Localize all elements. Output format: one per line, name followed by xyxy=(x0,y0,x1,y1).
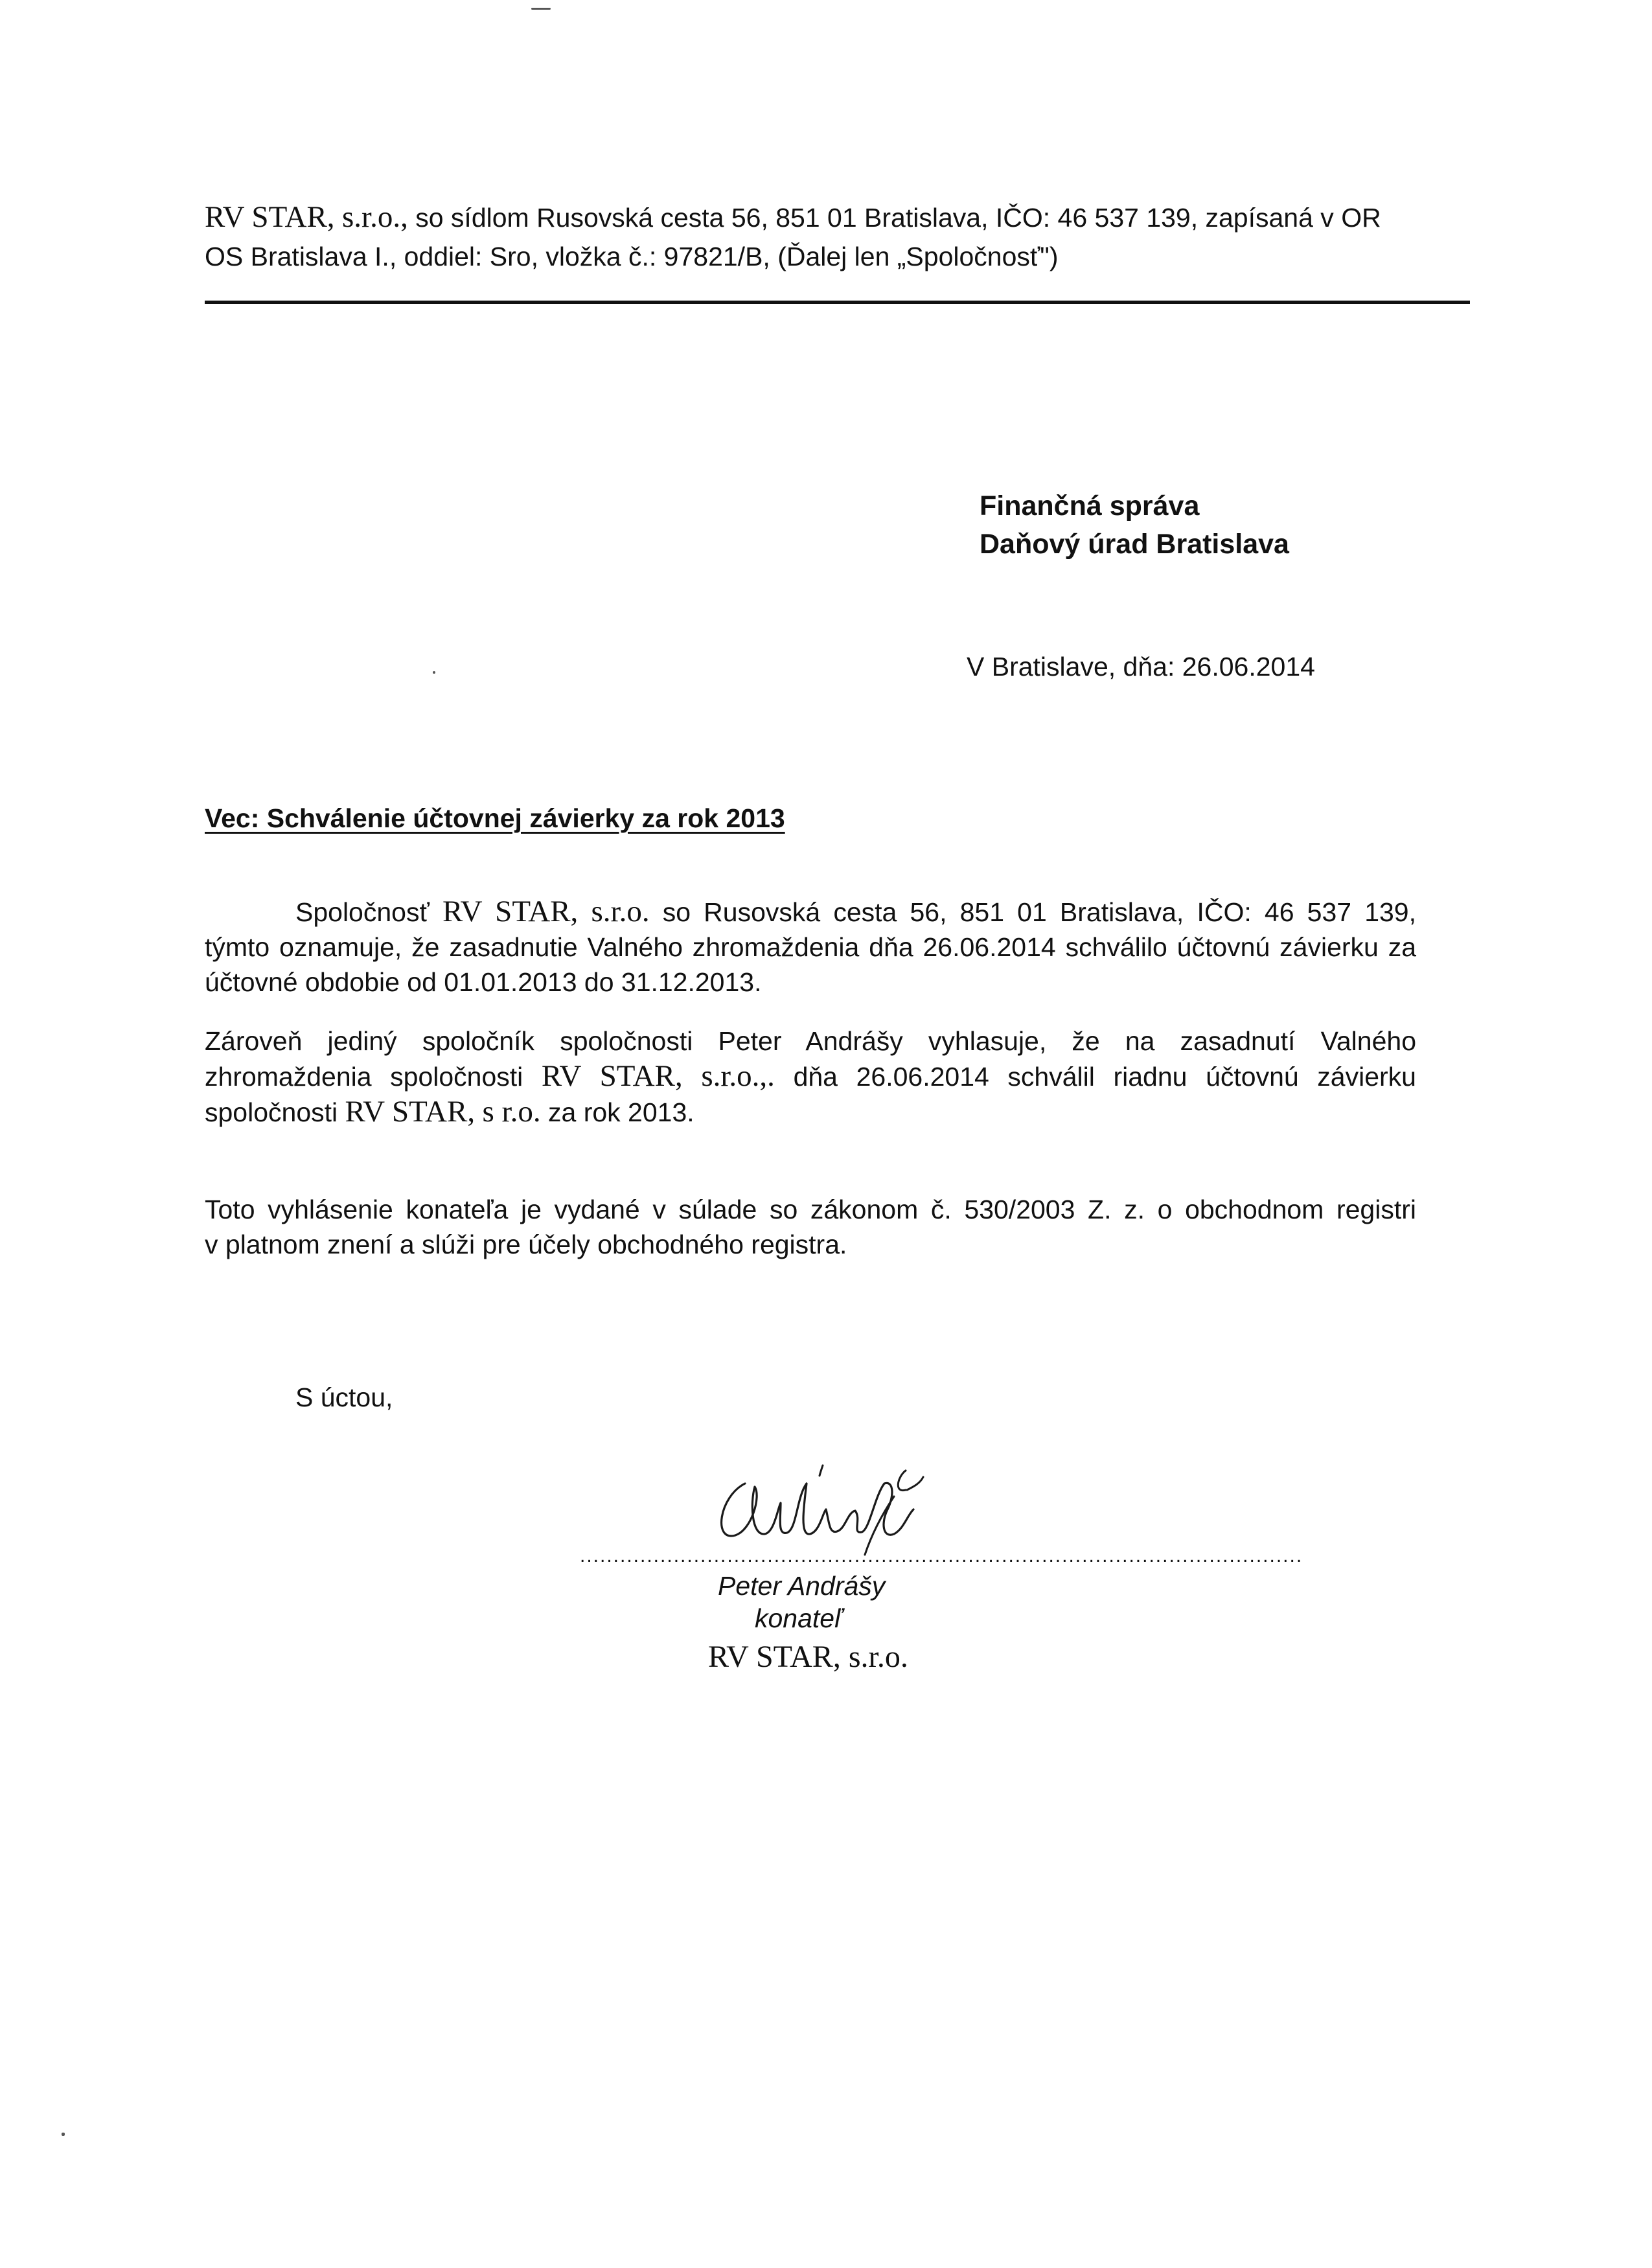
letterhead-line-2: OS Bratislava I., oddiel: Sro, vložka č.: 97821/B, (Ďalej len „Spoločnosť") xyxy=(205,242,1059,271)
paragraph-declaration xyxy=(205,1024,1416,1130)
paragraph-line: v platnom znení a slúži pre účely obchodného registra. xyxy=(205,1230,847,1259)
paragraph-line: účtovné obdobie od 01.01.2013 do 31.12.2013. xyxy=(205,967,762,997)
paragraph-legal-basis xyxy=(205,1192,1416,1262)
paragraph-line: Spoločnosť RV STAR, s.r.o. so Rusovská cesta 56, 851 01 Bratislava, IČO: 46 537 139, xyxy=(295,895,1416,928)
signatory-company: RV STAR, s.r.o. xyxy=(708,1640,908,1674)
letterhead-line-1 xyxy=(205,198,1429,237)
scan-artifact xyxy=(531,8,551,10)
scan-artifact xyxy=(62,2133,65,2136)
paragraph-line: týmto oznamuje, že zasadnutie Valného zhromaždenia dňa 26.06.2014 schválilo účtovnú závierku za xyxy=(205,932,1416,962)
letterhead-firm-suffix: s.r.o., xyxy=(341,200,408,234)
header-divider xyxy=(205,301,1470,304)
signatory-role: konateľ xyxy=(755,1603,842,1633)
letterhead-address: so sídlom Rusovská cesta 56, 851 01 Bratislava, IČO: 46 537 139, zapísaná v OR xyxy=(415,203,1381,233)
addressee-block xyxy=(980,487,1289,564)
paragraph-line: Toto vyhlásenie konateľa je vydané v súlade so zákonom č. 530/2003 Z. z. o obchodnom registri xyxy=(205,1195,1416,1224)
letterhead xyxy=(205,198,1429,276)
letterhead-firm-name: RV STAR, xyxy=(205,200,335,234)
scan-artifact xyxy=(433,671,435,674)
closing-salutation: S úctou, xyxy=(295,1382,393,1412)
paragraph-line: Zároveň jediný spoločník spoločnosti Peter Andrášy vyhlasuje, že na zasadnutí Valného xyxy=(205,1026,1416,1056)
firm-name-inline: RV STAR, xyxy=(541,1059,683,1093)
signature-line: ............................................................................................................ xyxy=(580,1545,1303,1566)
addressee-line-1: Finančná správa xyxy=(980,490,1200,521)
paragraph-line: spoločnosti RV STAR, s r.o. za rok 2013. xyxy=(205,1095,694,1128)
subject-line: Vec: Schválenie účtovnej závierky za rok 2013 xyxy=(205,803,785,833)
place-and-date: V Bratislave, dňa: 26.06.2014 xyxy=(967,652,1315,682)
paragraph-line: zhromaždenia spoločnosti RV STAR, s.r.o.,. dňa 26.06.2014 schválil riadnu účtovnú závierku xyxy=(205,1059,1416,1093)
paragraph-announcement xyxy=(205,894,1416,1000)
addressee-line-2: Daňový úrad Bratislava xyxy=(980,529,1289,560)
firm-name-inline: RV STAR, xyxy=(345,1095,476,1128)
firm-name-inline: RV STAR, xyxy=(442,895,579,928)
signatory-name: Peter Andrášy xyxy=(718,1571,886,1601)
